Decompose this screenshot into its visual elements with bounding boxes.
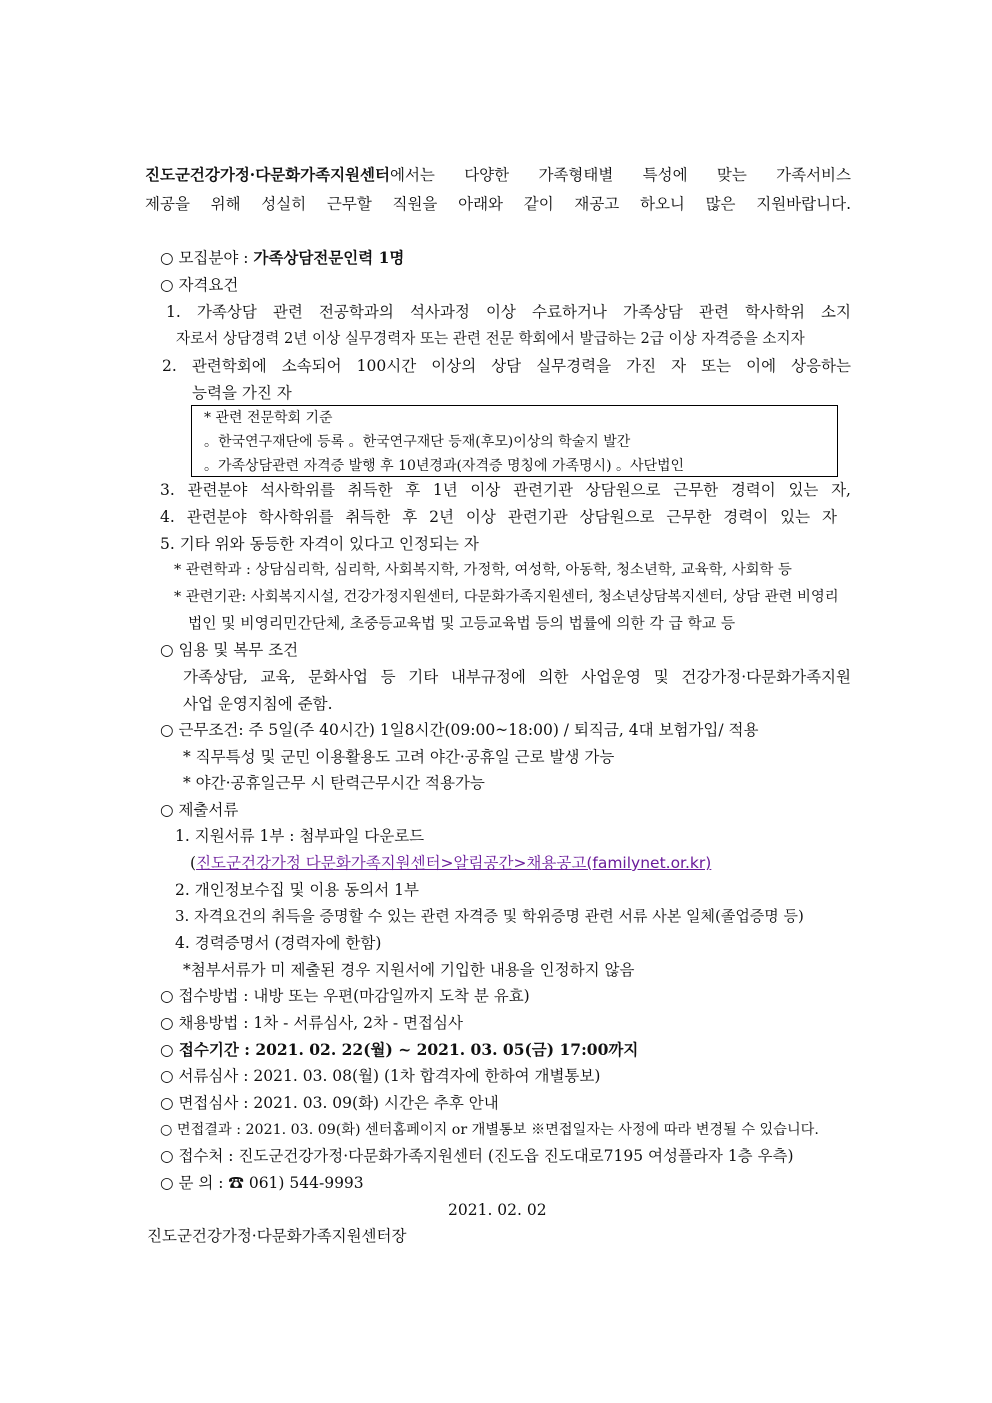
application-period [160, 1040, 638, 1060]
docs-item-3: 3. 자격요건의 취득을 증명할 수 있는 관련 자격증 및 학위증명 관련 서류 사본 일체(졸업증명 등) [175, 907, 804, 925]
work-conditions: ○ 근무조건: 주 5일(주 40시간) 1일8시간(09:00~18:00) / 퇴직금, 4대 보험가입/ 적용 [160, 721, 759, 739]
qual-item-2-line-2: 능력을 가진 자 [192, 384, 292, 402]
notice-date: 2021. 02. 02 [448, 1201, 547, 1219]
qual-heading: ○ 자격요건 [160, 276, 239, 294]
recruit-label: ○ 모집분야 : [160, 249, 254, 267]
qual-item-5: 5. 기타 위와 동등한 자격이 있다고 인정되는 자 [160, 535, 479, 553]
docs-item-1: 1. 지원서류 1부 : 첨부파일 다운로드 [175, 827, 425, 845]
qual-item-1-line-1: 1. 가족상담 관련 전공학과의 석사과정 이상 수료하거나 가족상담 관련 학사학위 소지 [166, 303, 851, 321]
qual-item-3: 3. 관련분야 석사학위를 취득한 후 1년 이상 관련기관 상담원으로 근무한 경력이 있는 자, [160, 481, 851, 499]
interview-review: ○ 면접심사 : 2021. 03. 09(화) 시간은 추후 안내 [160, 1094, 499, 1112]
signer: 진도군건강가정·다문화가족지원센터장 [147, 1227, 407, 1245]
link-paren: ( [190, 854, 197, 872]
org-name: 진도군건강가정·다문화가족지원센터 [145, 165, 390, 184]
recruit-value: 가족상담전문인력 1명 [253, 248, 405, 267]
document-review: ○ 서류심사 : 2021. 03. 08(월) (1차 합격자에 한하여 개별통보) [160, 1067, 601, 1085]
box-line-3: 。가족상담관련 자격증 발행 후 10년경과(자격증 명칭에 가족명시) 。사단법인 [204, 458, 685, 474]
related-institutions-line-2: 법인 및 비영리민간단체, 초중등교육법 및 고등교육법 등의 법률에 의한 각 급 학교 등 [188, 615, 736, 632]
download-path [190, 853, 711, 873]
work-note-2: * 야간·공휴일근무 시 탄력근무시간 적용가능 [183, 774, 485, 792]
intro-line-1-text: 에서는 다양한 가족형태별 특성에 맞는 가족서비스 [389, 166, 851, 184]
qual-item-2-line-1: 2. 관련학회에 소속되어 100시간 이상의 상담 실무경력을 가진 자 또는 이에 상응하는 [162, 357, 851, 375]
application-period-text: ○ 접수기간 : 2021. 02. 22(월) ~ 2021. 03. 05(금) 17:00까지 [160, 1040, 639, 1059]
related-departments: * 관련학과 : 상담심리학, 심리학, 사회복지학, 가정학, 여성학, 아동학, 청소년학, 교육학, 사회학 등 [174, 562, 792, 578]
box-line-1: * 관련 전문학회 기준 [204, 410, 333, 426]
docs-item-2: 2. 개인정보수집 및 이용 동의서 1부 [175, 881, 419, 899]
employ-line-2: 사업 운영지침에 준함. [183, 695, 333, 713]
application-place: ○ 접수처 : 진도군건강가정·다문화가족지원센터 (진도읍 진도대로7195 여성플라자 1층 우측) [160, 1147, 794, 1165]
docs-note: *첨부서류가 미 제출된 경우 지원서에 기입한 내용을 인정하지 않음 [183, 961, 635, 979]
box-line-2: 。한국연구재단에 등록 。한국연구재단 등재(후모)이상의 학술지 발간 [204, 434, 631, 450]
interview-result: ○ 면접결과 : 2021. 03. 09(화) 센터홈페이지 or 개별통보 ※면접일자는 사정에 따라 변경될 수 있습니다. [160, 1122, 819, 1138]
qual-item-1-line-2: 자로서 상담경력 2년 이상 실무경력자 또는 관련 전문 학회에서 발급하는 2급 이상 자격증을 소지자 [176, 330, 805, 347]
hiring-method: ○ 채용방법 : 1차 - 서류심사, 2차 - 면접심사 [160, 1014, 463, 1032]
employ-line-1: 가족상담, 교육, 문화사업 등 기타 내부규정에 의한 사업운영 및 건강가정·다문화가족지원 [183, 668, 851, 686]
docs-item-4: 4. 경력증명서 (경력자에 한함) [175, 934, 382, 952]
intro-line-2: 제공을 위해 성실히 근무할 직원을 아래와 같이 재공고 하오니 많은 지원바랍니다. [145, 195, 851, 213]
contact: ○ 문 의 : ☎ 061) 544-9993 [160, 1174, 364, 1192]
work-note-1: * 직무특성 및 군민 이용활용도 고려 야간·공휴일 근로 발생 가능 [183, 748, 615, 766]
recruitment-notice-link[interactable]: 진도군건강가정 다문화가족지원센터>알림공간>채용공고(familynet.or.kr) [196, 854, 712, 872]
intro-line-1 [145, 165, 851, 185]
docs-heading: ○ 제출서류 [160, 801, 239, 819]
recruit-field [160, 248, 404, 268]
related-institutions-line-1: * 관련기관: 사회복지시설, 건강가정지원센터, 다문화가족지원센터, 청소년상담복지센터, 상담 관련 비영리 [174, 589, 839, 605]
employ-heading: ○ 임용 및 복무 조건 [160, 641, 299, 659]
qual-item-4: 4. 관련분야 학사학위를 취득한 후 2년 이상 관련기관 상담원으로 근무한 경력이 있는 자 [160, 508, 837, 526]
submission-method: ○ 접수방법 : 내방 또는 우편(마감일까지 도착 분 유효) [160, 987, 530, 1005]
